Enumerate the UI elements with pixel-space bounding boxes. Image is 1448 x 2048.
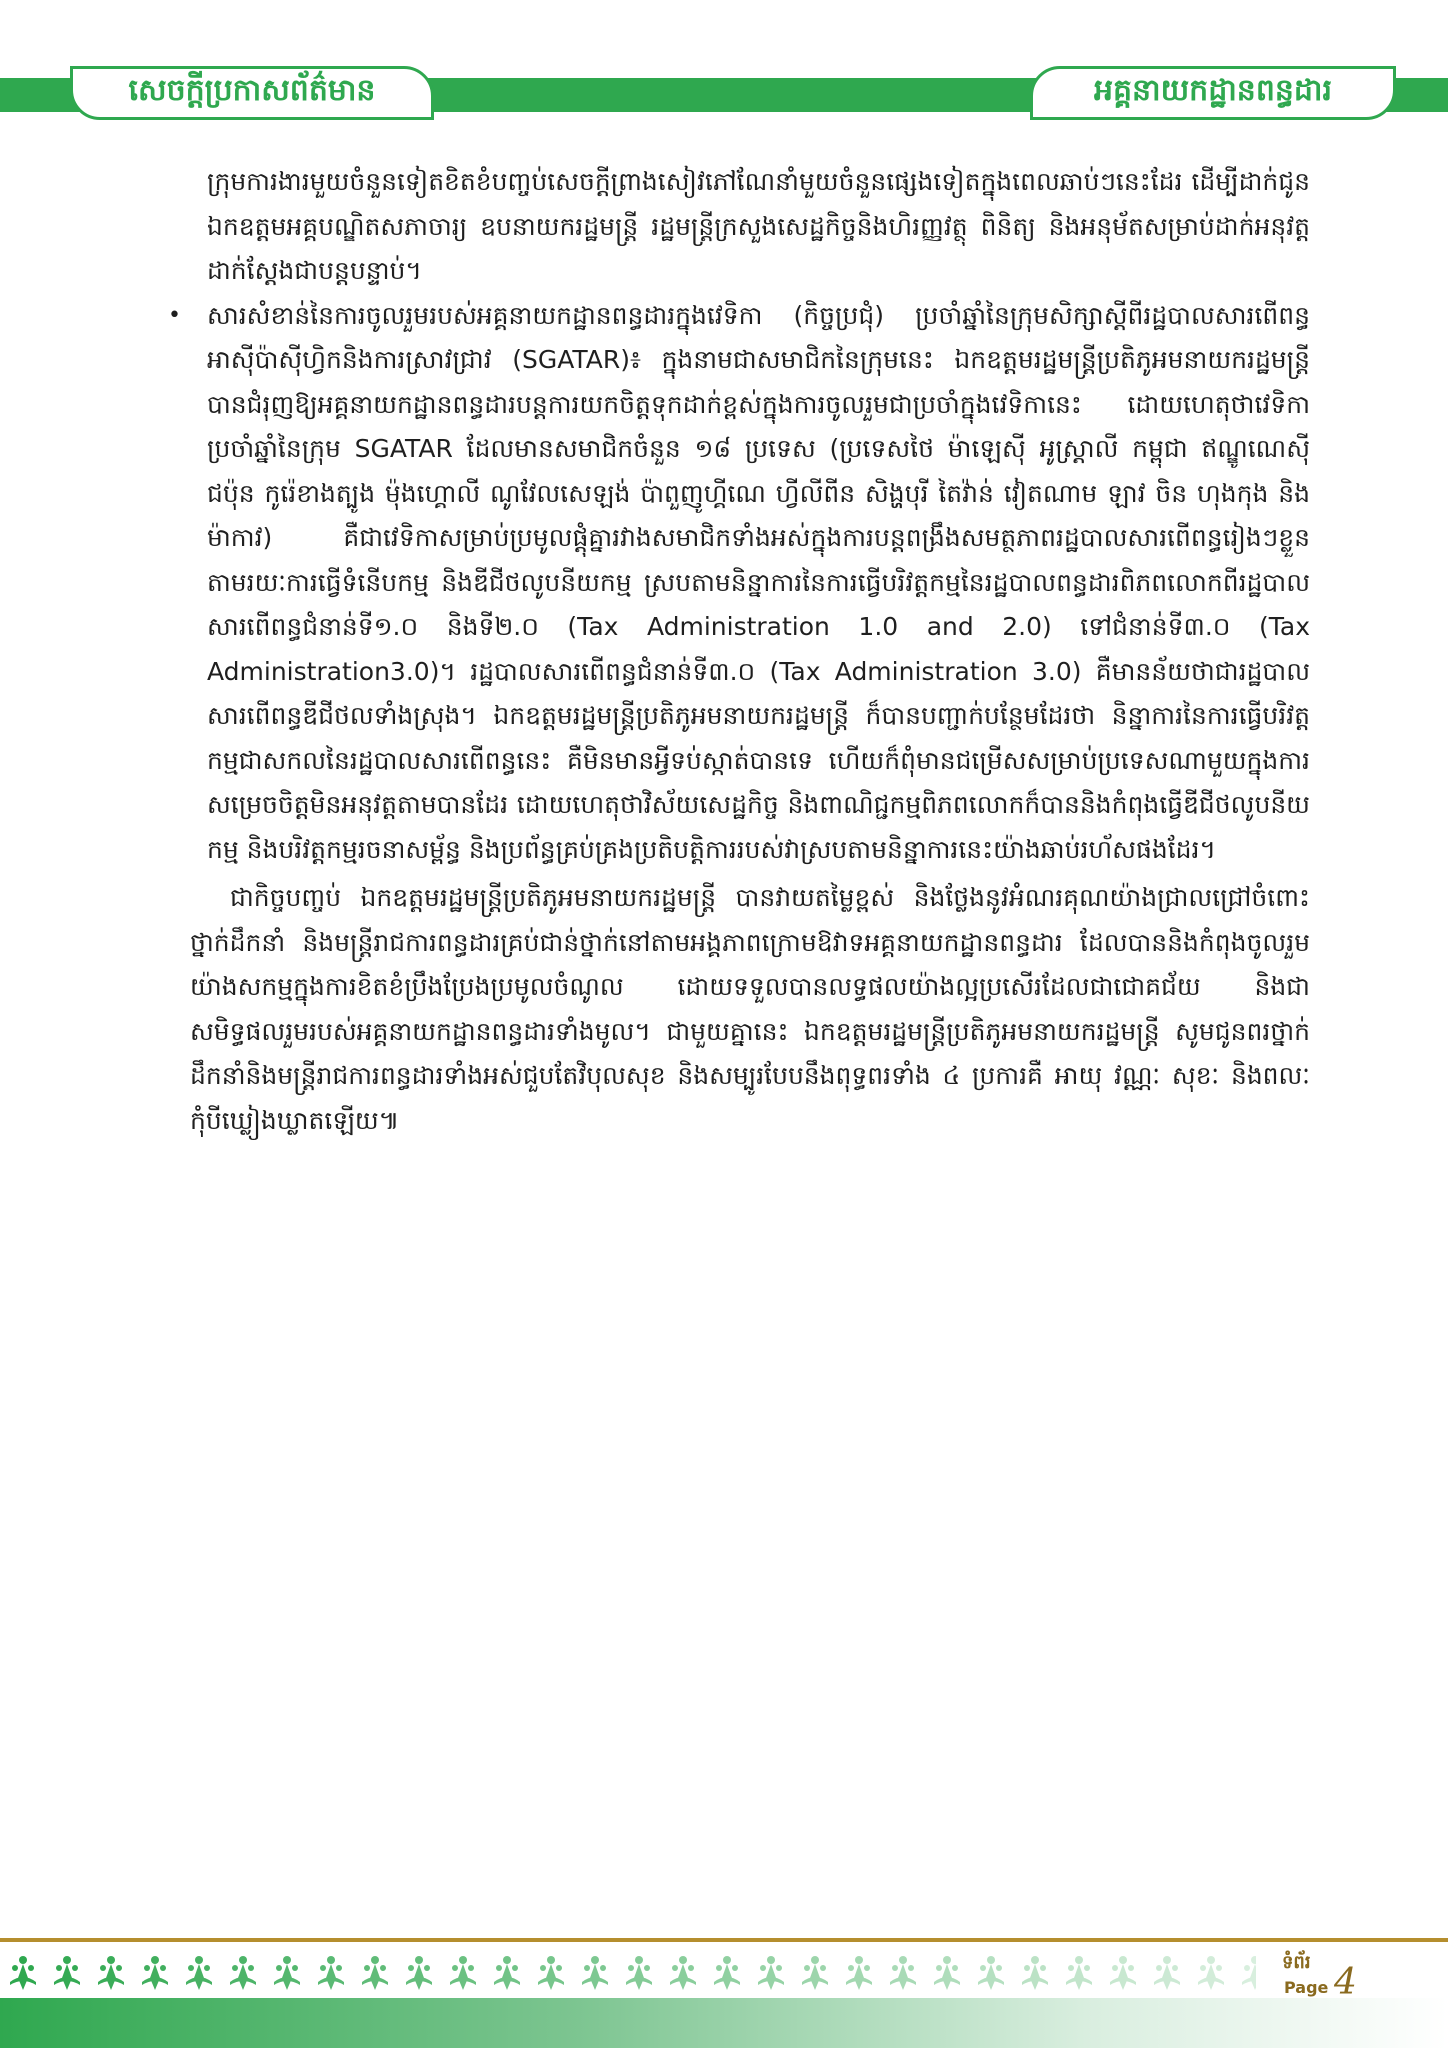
- ornament-icon: [578, 1952, 612, 1992]
- ornament-icon: [270, 1952, 304, 1992]
- ornament-icon: [6, 1952, 40, 1992]
- ornament-icon: [314, 1952, 348, 1992]
- ornament-icon: [1018, 1952, 1052, 1992]
- ornament-icon: [94, 1952, 128, 1992]
- ornament-icon: [226, 1952, 260, 1992]
- page-indicator: [1276, 1950, 1356, 2008]
- bullet-list: [168, 294, 1310, 873]
- closing-paragraph: ជាកិច្ចបញ្ចប់ ឯកឧត្ដមរដ្ឋមន្ត្រីប្រតិភូអមនាយករដ្ឋមន្ត្រី បានវាយតម្លៃខ្ពស់ និងថ្លែងនូវអំណរគុណយ៉ាងជ្រាលជ្រៅចំពោះថ្នាក់ដឹកនាំ និងមន្ត្រីរាជការពន្ធដារគ្រប់ជាន់ថ្នាក់នៅតាមអង្គភាពក្រោមឱវាទអគ្គនាយកដ្ឋានពន្ធដារ ដែលបាននិងកំពុងចូលរួមយ៉ាងសកម្មក្នុងការខិតខំប្រឹងប្រែងប្រមូលចំណូល ដោយទទួលបានលទ្ធផលយ៉ាងល្អប្រសើរដែលជាជោគជ័យ និងជាសមិទ្ធផលរួមរបស់អគ្គនាយកដ្ឋានពន្ធដារទាំងមូល។ ជាមួយគ្នានេះ ឯកឧត្ដមរដ្ឋមន្ត្រីប្រតិភូអមនាយករដ្ឋមន្ត្រី សូមជូនពរថ្នាក់ដឹកនាំនិងមន្ត្រីរាជការពន្ធដារទាំងអស់ជួបតែវិបុលសុខ និងសម្បូរបែបនឹងពុទ្ធពរទាំង ៤ ប្រការគឺ អាយុ វណ្ណៈ សុខៈ និងពលៈ កុំបីឃ្លៀងឃ្លាតឡើយ៕: [190, 883, 1310, 1135]
- ornament-icon: [1062, 1952, 1096, 1992]
- ornament-icon: [666, 1952, 700, 1992]
- ornament-icon: [358, 1952, 392, 1992]
- ornament-icon: [50, 1952, 84, 1992]
- ornament-icon: [710, 1952, 744, 1992]
- footer-gradient-band: [0, 1998, 1448, 2048]
- ornament-icon: [402, 1952, 436, 1992]
- ornament-icon: [754, 1952, 788, 1992]
- header-right-tab: [1030, 66, 1396, 120]
- page-number: 4: [1334, 1962, 1357, 2003]
- document-body: [168, 160, 1310, 1143]
- page-khmer-label: ទំព័រ: [1282, 1952, 1311, 1973]
- ornament-icon: [1238, 1952, 1256, 1992]
- ornament-icon: [798, 1952, 832, 1992]
- ornament-icon: [886, 1952, 920, 1992]
- header-left-tab: [70, 66, 434, 120]
- bullet-item: [168, 294, 1310, 873]
- ornament-icon: [138, 1952, 172, 1992]
- bullet-dot-icon: •: [168, 302, 181, 328]
- ornament-icon: [930, 1952, 964, 1992]
- continued-paragraph: ក្រុមការងារមួយចំនួនទៀតខិតខំបញ្ចប់សេចក្ដីព្រាងសៀវភៅណែនាំមួយចំនួនផ្សេងទៀតក្នុងពេលឆាប់ៗនេះដែរ ដើម្បីដាក់ជូនឯកឧត្ដមអគ្គបណ្ឌិតសភាចារ្យ ឧបនាយករដ្ឋមន្ត្រី រដ្ឋមន្ត្រីក្រសួងសេដ្ឋកិច្ចនិងហិរញ្ញវត្ថុ ពិនិត្យ និងអនុម័តសម្រាប់ដាក់អនុវត្តដាក់ស្ដែងជាបន្តបន្ទាប់។: [207, 167, 1310, 285]
- ornament-icon: [1106, 1952, 1140, 1992]
- ornament-icon: [490, 1952, 524, 1992]
- ornament-icon: [1194, 1952, 1228, 1992]
- ornament-icon: [842, 1952, 876, 1992]
- ornament-icon: [974, 1952, 1008, 1992]
- ornament-icon: [182, 1952, 216, 1992]
- ornament-icon: [1150, 1952, 1184, 1992]
- page-label: Page: [1284, 1978, 1329, 1997]
- footer-ornament-pattern: [0, 1952, 1256, 1996]
- bullet-text: សារសំខាន់នៃការចូលរួមរបស់អគ្គនាយកដ្ឋានពន្ធដារក្នុងវេទិកា (កិច្ចប្រជុំ) ប្រចាំឆ្នាំនៃក្រុមសិក្សាស្ដីពីរដ្ឋបាលសារពើពន្ធអាស៊ីប៉ាស៊ីហ្វិកនិងការស្រាវជ្រាវ (SGATAR)៖ ក្នុងនាមជាសមាជិកនៃក្រុមនេះ ឯកឧត្ដមរដ្ឋមន្ត្រីប្រតិភូអមនាយករដ្ឋមន្ត្រី បានជំរុញឱ្យអគ្គនាយកដ្ឋានពន្ធដារបន្តការយកចិត្តទុកដាក់ខ្ពស់ក្នុងការចូលរួមជាប្រចាំក្នុងវេទិកានេះ ដោយហេតុថាវេទិកាប្រចាំឆ្នាំនៃក្រុម SGATAR ដែលមានសមាជិកចំនួន ១៨ ប្រទេស (ប្រទេសថៃ ម៉ាឡេស៊ី អូស្ត្រាលី កម្ពុជា ឥណ្ឌូណេស៊ី ជប៉ុន កូរ៉េខាងត្បូង ម៉ុងហ្គោលី ណូវែលសេឡង់ ប៉ាពួញូហ្គីណេ ហ្វីលីពីន សិង្ហបុរី តៃវ៉ាន់ វៀតណាម ឡាវ ចិន ហុងកុង និងម៉ាកាវ) គឺជាវេទិកាសម្រាប់ប្រមូលផ្តុំគ្នារវាងសមាជិកទាំងអស់ក្នុងការបន្តពង្រឹងសមត្ថភាពរដ្ឋបាលសារពើពន្ធរៀងៗខ្លួន តាមរយៈការធ្វើទំនើបកម្ម និងឌីជីថលូបនីយកម្ម ស្របតាមនិន្នាការនៃការធ្វើបរិវត្តកម្មនៃរដ្ឋបាលពន្ធដារពិភពលោកពីរដ្ឋបាលសារពើពន្ធជំនាន់ទី១.០ និងទី២.០ (Tax Administration 1.0 and 2.0) ទៅជំនាន់ទី៣.០ (Tax Administration3.0)។ រដ្ឋបាលសារពើពន្ធជំនាន់ទី៣.០ (Tax Administration 3.0) គឺមានន័យថាជារដ្ឋបាលសារពើពន្ធឌីជីថលទាំងស្រុង។ ឯកឧត្ដមរដ្ឋមន្ត្រីប្រតិភូអមនាយករដ្ឋមន្ត្រី ក៏បានបញ្ជាក់បន្ថែមដែរថា និន្នាការនៃការធ្វើបរិវត្តកម្មជាសកលនៃរដ្ឋបាលសារពើពន្ធនេះ គឺមិនមានអ្វីទប់ស្កាត់បានទេ ហើយក៏ពុំមានជម្រើសសម្រាប់ប្រទេសណាមួយក្នុងការសម្រេចចិត្តមិនអនុវត្តតាមបានដែរ ដោយហេតុថាវិស័យសេដ្ឋកិច្ច និងពាណិជ្ជកម្មពិភពលោកក៏បាននិងកំពុងធ្វើឌីជីថលូបនីយកម្ម និងបរិវត្តកម្មរចនាសម្ព័ន្ធ និងប្រព័ន្ធគ្រប់គ្រងប្រតិបត្តិការរបស់វាស្របតាមនិន្នាការនេះយ៉ាងឆាប់រហ័សផងដែរ។: [207, 300, 1310, 864]
- ornament-icon: [622, 1952, 656, 1992]
- header-left-title: សេចក្តីប្រកាសព័ត៌មាន: [128, 73, 376, 108]
- footer-rule: [0, 1938, 1448, 1942]
- header-right-title: អគ្គនាយកដ្ឋានពន្ធដារ: [1093, 73, 1333, 108]
- ornament-icon: [534, 1952, 568, 1992]
- ornament-icon: [446, 1952, 480, 1992]
